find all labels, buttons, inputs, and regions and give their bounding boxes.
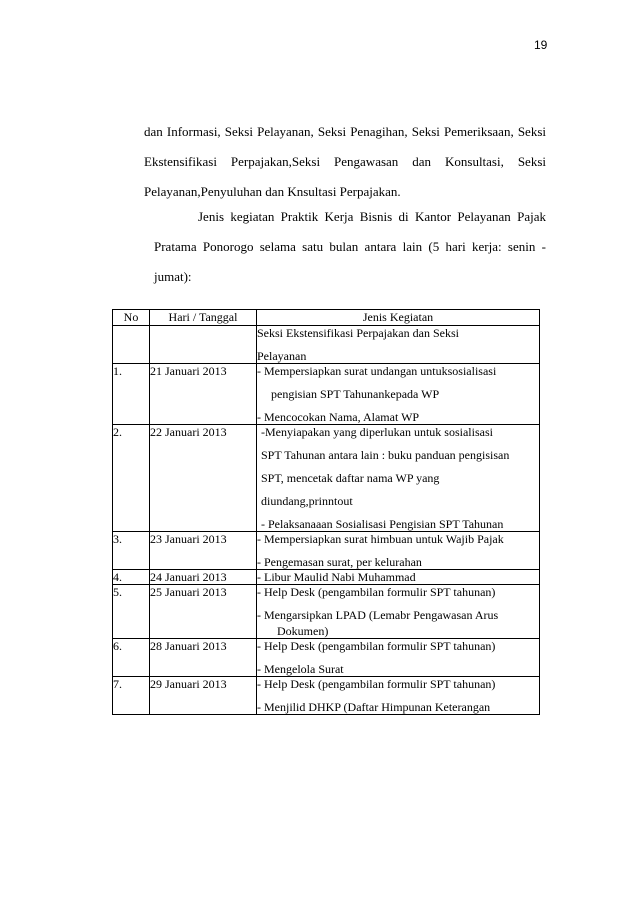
activity-item: Dokumen) (277, 624, 329, 638)
row-date: 25 Januari 2013 (150, 585, 257, 639)
table-row (113, 532, 540, 570)
row-date: 24 Januari 2013 (150, 570, 257, 585)
activities-paragraph (154, 202, 546, 292)
activity-item: - Libur Maulid Nabi Muhammad (257, 570, 416, 584)
row-date: 28 Januari 2013 (150, 639, 257, 677)
row-no: 7. (113, 677, 150, 715)
row-date: 29 Januari 2013 (150, 677, 257, 715)
table-row (113, 364, 540, 425)
activity-item: - Mencocokan Nama, Alamat WP (257, 410, 420, 424)
activity-item: - Menjilid DHKP (Daftar Himpunan Keterangan (257, 700, 491, 714)
table-row (113, 677, 540, 715)
activity-item: - Mempersiapkan surat undangan untuksosialisasi (257, 364, 497, 378)
activity-item: - Help Desk (pengambilan formulir SPT tahunan) (257, 677, 496, 691)
table-row (113, 639, 540, 677)
table-row (113, 326, 540, 364)
activity-item: - Mengelola Surat (257, 662, 344, 676)
activity-item: SPT Tahunan antara lain : buku panduan pengisisan (261, 448, 510, 462)
activity-item: - Pelaksanaaan Sosialisasi Pengisian SPT Tahunan (261, 517, 504, 531)
row-activities (257, 570, 540, 585)
row-activities (257, 532, 540, 570)
row-date (150, 326, 257, 364)
row-no (113, 326, 150, 364)
activity-item: - Help Desk (pengambilan formulir SPT tahunan) (257, 585, 496, 599)
activity-item: - Mempersiapkan surat himbuan untuk Wajib Pajak (257, 532, 504, 546)
table-row (113, 585, 540, 639)
activities-table (112, 309, 540, 715)
page-number: 19 (534, 38, 548, 52)
header-date: Hari / Tanggal (150, 310, 257, 326)
row-no: 4. (113, 570, 150, 585)
table-row (113, 425, 540, 532)
paragraph-line: Pratama Ponorogo selama satu bulan antara lain (5 hari kerja: senin - (154, 239, 546, 254)
row-activities (257, 585, 540, 639)
activity-item: - Help Desk (pengambilan formulir SPT tahunan) (257, 639, 496, 653)
activity-item: - Pengemasan surat, per kelurahan (257, 555, 422, 569)
paragraph-line: Jenis kegiatan Praktik Kerja Bisnis di Kantor Pelayanan Pajak (198, 209, 546, 224)
row-no: 6. (113, 639, 150, 677)
activity-item: diundang,prinntout (261, 494, 353, 508)
paragraph-line: jumat): (154, 269, 192, 284)
row-no: 3. (113, 532, 150, 570)
paragraph-line: Pelayanan,Penyuluhan dan Knsultasi Perpajakan. (144, 184, 401, 199)
activity-item: Pelayanan (257, 349, 307, 363)
header-activity: Jenis Kegiatan (257, 310, 540, 326)
row-no: 1. (113, 364, 150, 425)
row-date: 22 Januari 2013 (150, 425, 257, 532)
row-activities (257, 425, 540, 532)
row-no: 5. (113, 585, 150, 639)
table-row (113, 570, 540, 585)
activity-item: SPT, mencetak daftar nama WP yang (261, 471, 440, 485)
row-date: 23 Januari 2013 (150, 532, 257, 570)
row-activities (257, 326, 540, 364)
header-no: No (113, 310, 150, 326)
paragraph-line: Ekstensifikasi Perpajakan,Seksi Pengawasan dan Konsultasi, Seksi (144, 154, 546, 169)
row-activities (257, 677, 540, 715)
activity-item: pengisian SPT Tahunankepada WP (271, 387, 440, 401)
row-activities (257, 639, 540, 677)
row-no: 2. (113, 425, 150, 532)
activity-item: Seksi Ekstensifikasi Perpajakan dan Seksi (257, 326, 459, 340)
row-date: 21 Januari 2013 (150, 364, 257, 425)
table-header-row (113, 310, 540, 326)
paragraph-line: dan Informasi, Seksi Pelayanan, Seksi Penagihan, Seksi Pemeriksaan, Seksi (144, 124, 546, 139)
row-activities (257, 364, 540, 425)
activity-item: -Menyiapakan yang diperlukan untuk sosialisasi (261, 425, 493, 439)
activity-item: - Mengarsipkan LPAD (Lemabr Pengawasan Arus (257, 608, 499, 622)
intro-paragraph (144, 117, 546, 207)
